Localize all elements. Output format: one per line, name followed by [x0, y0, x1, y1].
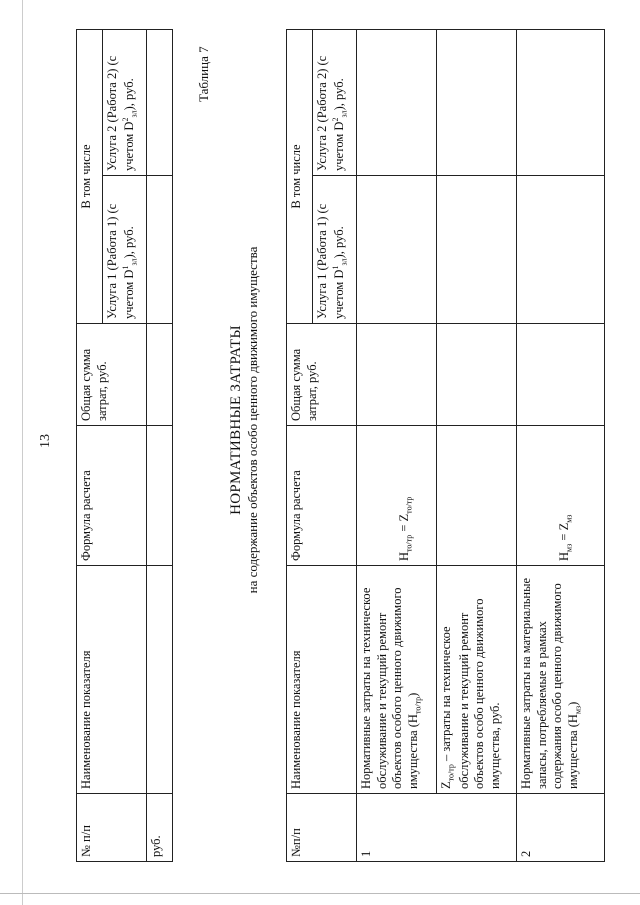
top-row-cell	[147, 176, 173, 324]
doc-title: НОРМАТИВНЫЕ ЗАТРАТЫ	[228, 325, 244, 515]
top-col-including: В том числе	[77, 30, 103, 324]
row2-service2	[517, 30, 605, 176]
top-col-total: Общая сумма затрат, руб.	[77, 324, 147, 426]
top-row-cell	[147, 566, 173, 794]
top-row-unit: руб.	[147, 794, 173, 862]
row1b-total	[437, 324, 517, 426]
row1b-name: $Z_{то/тр}$ – затраты на техническое обслуживание и текущий ремонт объектов особо ценного движимого имущества, руб.	[437, 566, 517, 794]
top-table-wrap	[76, 29, 173, 862]
row2-total	[517, 324, 605, 426]
row1-formula: $Н_{то/тр} = Z_{то/тр}$	[357, 426, 437, 566]
table-label: Таблица 7	[196, 46, 211, 102]
doc-subtitle: на содержание объектов особо ценного движимого имущества	[245, 246, 260, 594]
main-col-total: Общая сумма затрат, руб.	[287, 324, 357, 426]
page-number: 13	[38, 434, 53, 448]
main-col-formula: Формула расчета	[287, 426, 357, 566]
row1-total	[357, 324, 437, 426]
row2-num: 2	[517, 794, 605, 862]
page-edge	[22, 0, 23, 905]
row2-name: Нормативные затраты на материальные запасы, потребляемые в рамках содержания особо ценного движимого имущества $(Н_{мз})$	[517, 566, 605, 794]
main-col-name: Наименование показателя	[287, 566, 357, 794]
top-col-service1: Услуга 1 (Работа 1) (с учетом $D^1_{зл}$), руб.	[103, 176, 147, 324]
page-bottom-edge	[0, 893, 640, 894]
top-col-num: № п/п	[77, 794, 147, 862]
main-col-service1: Услуга 1 (Работа 1) (с учетом $D^1_{зл}$), руб.	[313, 176, 357, 324]
row1b-formula	[437, 426, 517, 566]
main-col-service2: Услуга 2 (Работа 2) (с учетом $D^2_{зл}$), руб.	[313, 30, 357, 176]
top-table	[76, 29, 173, 862]
row2-formula: $Н_{мз} = Z_{мз}$	[517, 426, 605, 566]
top-row-cell	[147, 30, 173, 176]
row1-num: 1	[357, 794, 517, 862]
top-col-service2: Услуга 2 (Работа 2) (с учетом $D^2_{зл}$), руб.	[103, 30, 147, 176]
top-col-formula: Формула расчета	[77, 426, 147, 566]
row2-service1	[517, 176, 605, 324]
main-col-including: В том числе	[287, 30, 313, 324]
top-col-name: Наименование показателя	[77, 566, 147, 794]
main-table-wrap	[286, 29, 605, 862]
row1-name: Нормативные затраты на техническое обслуживание и текущий ремонт объектов особого ценного движимого имущества $(Н_{то/тр})$	[357, 566, 437, 794]
main-table	[286, 29, 605, 862]
main-col-num: №п/п	[287, 794, 357, 862]
top-row-cell	[147, 426, 173, 566]
row1b-service2	[437, 30, 517, 176]
row1-service2	[357, 30, 437, 176]
top-row-cell	[147, 324, 173, 426]
title-block	[228, 220, 261, 620]
row1b-service1	[437, 176, 517, 324]
row1-service1	[357, 176, 437, 324]
